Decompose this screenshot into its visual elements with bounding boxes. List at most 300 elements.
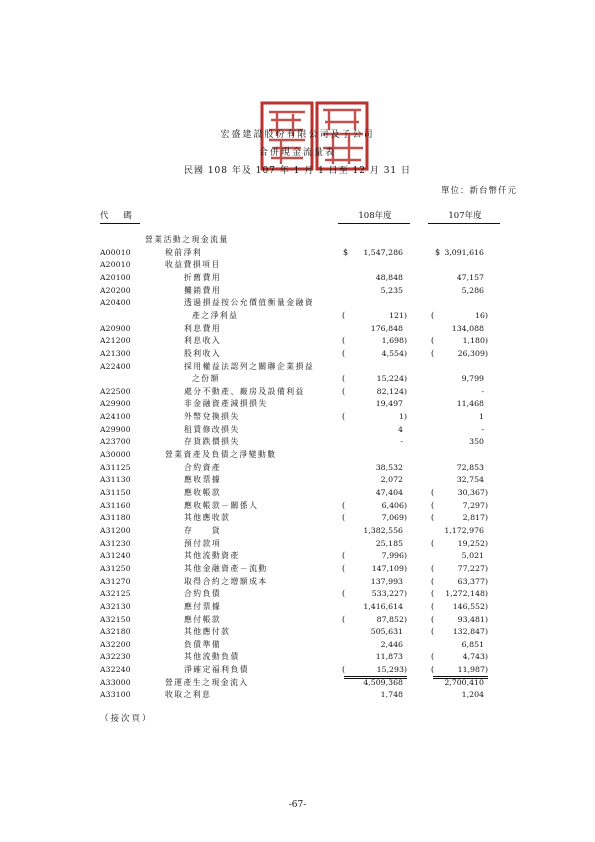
row-code: A21300 xyxy=(100,348,131,358)
row-code: A31160 xyxy=(100,500,131,510)
row-code: A22500 xyxy=(100,386,131,396)
row-code: A30000 xyxy=(100,450,131,460)
table-row xyxy=(0,335,595,347)
row-description: 稅前淨利 xyxy=(165,247,203,257)
value-2018 xyxy=(458,348,488,360)
open-paren-2019: ( xyxy=(342,310,346,320)
table-row xyxy=(0,297,595,309)
row-code: A29900 xyxy=(100,399,131,409)
open-paren-2018: ( xyxy=(431,665,435,675)
table-row xyxy=(0,500,595,512)
close-paren-2018: ) xyxy=(484,589,488,599)
value-2018 xyxy=(444,525,484,537)
close-paren-2019: ) xyxy=(403,513,407,523)
value-2018-text: 7,297 xyxy=(462,500,485,510)
value-2018-text: 63,377 xyxy=(457,576,485,586)
close-paren-2019: ) xyxy=(403,412,407,422)
table-row xyxy=(0,424,595,436)
value-2019-text: 2,446 xyxy=(380,639,403,649)
value-2019-text: 25,185 xyxy=(375,538,403,548)
value-2018-text: 11,468 xyxy=(456,399,484,409)
close-paren-2018: ) xyxy=(484,563,488,573)
table-row xyxy=(0,689,595,701)
row-description: 其他流動資產 xyxy=(184,551,240,561)
value-2019-text: 48,848 xyxy=(375,272,403,282)
row-code: A31150 xyxy=(100,488,131,497)
open-paren-2019: ( xyxy=(342,336,346,346)
row-code: A33000 xyxy=(100,677,131,687)
open-paren-2018: ( xyxy=(431,500,435,510)
row-description: 產之淨利益 xyxy=(192,310,239,320)
value-2019 xyxy=(372,563,407,575)
row-code: A21200 xyxy=(100,336,131,346)
value-2019 xyxy=(398,424,403,436)
close-paren-2018: ) xyxy=(484,348,488,358)
close-paren-2018: ) xyxy=(484,513,488,523)
row-code: A32125 xyxy=(100,589,131,599)
close-paren-2018: ) xyxy=(484,488,488,497)
table-row xyxy=(0,386,595,398)
code-header-rule xyxy=(100,223,140,224)
table-row xyxy=(0,285,595,297)
row-description: 利息收入 xyxy=(184,336,222,346)
value-2019-text: 176,848 xyxy=(370,323,403,333)
open-paren-2018: ( xyxy=(431,652,435,662)
row-description: 其他應付款 xyxy=(184,627,231,637)
row-code: A31240 xyxy=(100,551,131,561)
row-description: 存貨跌價損失 xyxy=(184,437,240,447)
row-description: 透過損益按公允價值衡量金融資 xyxy=(184,298,315,308)
value-2018 xyxy=(481,424,484,436)
value-2018-text: 1,204 xyxy=(461,690,484,700)
value-2018-text: 6,851 xyxy=(461,639,484,649)
table-row xyxy=(0,550,595,562)
value-2018-text: 2,817 xyxy=(462,513,485,523)
open-paren-2019: ( xyxy=(342,563,346,573)
table-row xyxy=(0,538,595,550)
row-description: 負債準備 xyxy=(184,639,222,649)
value-2019 xyxy=(381,474,403,486)
row-description: 折舊費用 xyxy=(184,272,222,282)
table-row xyxy=(0,563,595,575)
value-2019-text: 1,547,286 xyxy=(363,247,403,257)
value-2018 xyxy=(445,588,488,600)
continued-note: （接次頁） xyxy=(100,714,153,724)
value-2018 xyxy=(462,373,484,385)
close-paren-2019: ) xyxy=(403,310,407,320)
table-row xyxy=(0,474,595,486)
table-row xyxy=(0,626,595,638)
open-paren-2018: ( xyxy=(431,563,435,573)
value-2019 xyxy=(376,462,403,474)
close-paren-2019: ) xyxy=(403,336,407,346)
close-paren-2018: ) xyxy=(484,500,488,510)
close-paren-2019: ) xyxy=(403,374,407,384)
row-code: A20010 xyxy=(100,260,131,270)
row-description: 其他應收款 xyxy=(184,513,231,523)
close-paren-2018: ) xyxy=(484,538,488,548)
table-row xyxy=(0,588,595,600)
table-row xyxy=(0,487,595,499)
close-paren-2019: ) xyxy=(403,589,407,599)
row-code: A31125 xyxy=(100,462,131,472)
value-2019-text: 11,873 xyxy=(375,652,403,662)
value-2019-text: 15,293 xyxy=(376,665,404,675)
open-paren-2018: ( xyxy=(431,513,435,523)
value-2019-text: 147,109 xyxy=(371,563,404,573)
value-2018-text: 32,754 xyxy=(456,475,484,485)
value-2018-text: 16 xyxy=(475,310,485,320)
value-2019 xyxy=(382,550,407,562)
value-2019-text: 1,382,556 xyxy=(363,525,403,535)
value-2018 xyxy=(463,512,488,524)
value-2018 xyxy=(457,462,484,474)
row-description: 合約負債 xyxy=(184,589,222,599)
value-2018 xyxy=(453,601,488,613)
value-2018-text: 9,799 xyxy=(461,374,484,384)
value-2018-text: 19,252 xyxy=(457,538,485,548)
row-description: 股利收入 xyxy=(184,348,222,358)
value-2019 xyxy=(400,436,403,448)
value-2019 xyxy=(382,500,407,512)
row-description: 收取之利息 xyxy=(165,690,212,700)
row-code: A31230 xyxy=(100,538,131,548)
value-2018-text: 132,847 xyxy=(452,627,485,637)
table-row xyxy=(0,436,595,448)
row-description: 之份額 xyxy=(192,374,220,384)
value-2019-text: 87,852 xyxy=(376,614,404,624)
row-description: 存 貨 xyxy=(184,525,222,535)
value-2018 xyxy=(452,323,484,335)
year-2018-header: 107年度 xyxy=(448,211,482,221)
close-paren-2018: ) xyxy=(484,576,488,586)
value-2019 xyxy=(363,601,403,613)
row-description: 應收票據 xyxy=(184,475,222,485)
close-paren-2019: ) xyxy=(403,614,407,624)
close-paren-2018: ) xyxy=(484,310,488,320)
row-description: 應付帳款 xyxy=(184,614,222,624)
row-description: 攤銷費用 xyxy=(184,285,222,295)
close-paren-2018: ) xyxy=(484,601,488,611)
open-paren-2018: ( xyxy=(431,601,435,611)
table-row xyxy=(0,323,595,335)
value-2019-text: 5,235 xyxy=(380,285,403,295)
table-row xyxy=(0,576,595,588)
row-description: 採用權益法認列之關聯企業損益 xyxy=(184,361,315,371)
table-row xyxy=(0,361,595,373)
row-code: A20900 xyxy=(100,323,131,333)
value-2019-text: 15,224 xyxy=(376,374,404,384)
row-description: 利息費用 xyxy=(184,323,222,333)
value-2019-text: 2,072 xyxy=(380,475,403,485)
page-number: -67- xyxy=(288,800,307,810)
value-2018 xyxy=(444,677,484,689)
value-2018-text: 26,309 xyxy=(457,348,485,358)
row-code: A31180 xyxy=(100,513,131,523)
value-2019 xyxy=(371,576,403,588)
close-paren-2019: ) xyxy=(403,500,407,510)
close-paren-2018: ) xyxy=(484,652,488,662)
table-row xyxy=(0,259,595,271)
close-paren-2018: ) xyxy=(484,336,488,346)
row-code: A32240 xyxy=(100,665,131,675)
open-paren-2019: ( xyxy=(342,513,346,523)
row-code: A20100 xyxy=(100,272,131,282)
year-2019-header-rule xyxy=(338,223,410,224)
table-row xyxy=(0,234,595,246)
open-paren-2019: ( xyxy=(342,348,346,358)
value-2019 xyxy=(363,525,403,537)
value-2019 xyxy=(363,247,403,259)
value-2019 xyxy=(381,689,403,701)
value-2018-text: 350 xyxy=(469,437,484,447)
table-row xyxy=(0,247,595,259)
value-2018-text: 72,853 xyxy=(456,462,484,472)
open-paren-2019: ( xyxy=(342,386,346,396)
open-paren-2018: ( xyxy=(431,336,435,346)
value-2018-text: 2,700,410 xyxy=(444,677,484,687)
row-description: 處分不動產、廠房及設備利益 xyxy=(184,386,305,396)
value-2019-text: 505,631 xyxy=(370,627,403,637)
row-description: 應收帳款 xyxy=(184,488,222,497)
row-code: A32180 xyxy=(100,627,131,637)
value-2018-text: 146,552 xyxy=(452,601,485,611)
value-2018 xyxy=(481,386,484,398)
value-2018-text: 47,157 xyxy=(456,272,484,282)
value-2018-text: 4,743 xyxy=(462,652,485,662)
row-description: 預付款項 xyxy=(184,538,222,548)
value-2019 xyxy=(381,285,403,297)
open-paren-2018: ( xyxy=(431,538,435,548)
row-code: A22400 xyxy=(100,361,131,371)
open-paren-2018: ( xyxy=(431,576,435,586)
year-2019-header: 108年度 xyxy=(358,211,392,221)
value-2018-text: 3,091,616 xyxy=(444,247,484,257)
close-paren-2018: ) xyxy=(484,614,488,624)
row-description: 取得合約之增額成本 xyxy=(184,576,268,586)
value-2018-text: 1 xyxy=(479,412,484,422)
value-2018 xyxy=(458,487,488,499)
open-paren-2018: ( xyxy=(431,310,435,320)
value-2019-text: 38,532 xyxy=(375,462,403,472)
open-paren-2019: ( xyxy=(342,500,346,510)
row-code: A33100 xyxy=(100,690,131,700)
row-description: 營業資產及負債之淨變動數 xyxy=(165,450,277,460)
row-code: A32150 xyxy=(100,614,131,624)
value-2018 xyxy=(463,335,488,347)
value-2018 xyxy=(469,436,484,448)
value-2018-text: 77,227 xyxy=(457,563,485,573)
table-row xyxy=(0,310,595,322)
value-2018-text: 5,021 xyxy=(461,551,484,561)
year-2018-header-rule xyxy=(428,223,500,224)
table-row xyxy=(0,462,595,474)
value-2019 xyxy=(377,373,407,385)
open-paren-2018: ( xyxy=(431,627,435,637)
table-row xyxy=(0,525,595,537)
value-2018 xyxy=(458,576,488,588)
row-description: 非金融資產減損損失 xyxy=(184,399,268,409)
table-row xyxy=(0,664,595,676)
row-description: 應收帳款－關係人 xyxy=(184,500,259,510)
value-2018 xyxy=(479,411,484,423)
open-paren-2019: ( xyxy=(342,665,346,675)
value-2019 xyxy=(371,323,403,335)
row-code: A23700 xyxy=(100,437,131,447)
close-paren-2018: ) xyxy=(484,665,488,675)
row-description: 外幣兌換損失 xyxy=(184,412,240,422)
value-2018-text: 30,367 xyxy=(457,488,485,497)
row-code: A32230 xyxy=(100,652,131,662)
value-2019 xyxy=(377,614,407,626)
row-description: 合約資產 xyxy=(184,462,222,472)
row-code: A20400 xyxy=(100,298,131,308)
value-2018 xyxy=(457,474,484,486)
value-2019 xyxy=(363,677,403,689)
value-2018 xyxy=(453,626,488,638)
row-description: 淨確定福利負債 xyxy=(184,665,250,675)
value-2018-text: 1,180 xyxy=(462,336,485,346)
open-paren-2018: ( xyxy=(431,614,435,624)
value-2019-text: 4,509,368 xyxy=(363,677,403,687)
table-row xyxy=(0,601,595,613)
value-2018 xyxy=(462,285,484,297)
table-row xyxy=(0,348,595,360)
value-2019-text: 82,124 xyxy=(376,386,404,396)
company-name: 宏盛建設股份有限公司及子公司 xyxy=(220,130,375,140)
row-code: A32130 xyxy=(100,601,131,611)
value-2019 xyxy=(376,651,403,663)
value-2018-text: - xyxy=(481,424,484,434)
value-2018 xyxy=(463,500,488,512)
open-paren-2018: ( xyxy=(431,348,435,358)
table-row xyxy=(0,651,595,663)
value-2018 xyxy=(458,614,488,626)
row-description: 其他金融資產－流動 xyxy=(184,563,268,573)
value-2018 xyxy=(462,689,484,701)
value-2019-text: 6,406 xyxy=(381,500,404,510)
value-2019-text: 4,554 xyxy=(381,348,404,358)
value-2019-text: 7,996 xyxy=(381,551,404,561)
value-2018 xyxy=(444,247,484,259)
value-2019-text: 121 xyxy=(389,310,404,320)
value-2019 xyxy=(377,386,407,398)
table-row xyxy=(0,398,595,410)
value-2018 xyxy=(458,538,488,550)
row-description: 營運產生之現金流入 xyxy=(165,677,249,687)
row-description: 應付票據 xyxy=(184,601,222,611)
value-2018 xyxy=(462,639,484,651)
row-description: 收益費損項目 xyxy=(165,260,221,270)
value-2019-text: 1,698 xyxy=(381,336,404,346)
statement-period: 民國 108 年及 107 年 1 月 1 日至 12 月 31 日 xyxy=(183,166,412,176)
value-2019 xyxy=(376,398,403,410)
table-row xyxy=(0,512,595,524)
value-2019-text: 533,227 xyxy=(371,589,404,599)
value-2019-text: - xyxy=(400,437,403,447)
table-row xyxy=(0,373,595,385)
value-2019-text: 7,069 xyxy=(381,513,404,523)
value-2018-text: 1,172,976 xyxy=(444,525,484,535)
open-paren-2019: ( xyxy=(342,614,346,624)
row-code: A29900 xyxy=(100,424,131,434)
row-code: A00010 xyxy=(100,247,131,257)
table-row xyxy=(0,614,595,626)
row-code: A31200 xyxy=(100,525,131,535)
table-row xyxy=(0,272,595,284)
value-2019 xyxy=(382,335,407,347)
table-row xyxy=(0,639,595,651)
value-2019-text: 1,416,614 xyxy=(363,601,403,611)
statement-title: 合併現金流量表 xyxy=(258,148,336,158)
value-2019-text: 19,497 xyxy=(375,399,403,409)
row-code: A32200 xyxy=(100,639,131,649)
row-code: A20200 xyxy=(100,285,131,295)
close-paren-2019: ) xyxy=(403,665,407,675)
value-2019 xyxy=(376,538,403,550)
currency-unit: 單位：新台幣仟元 xyxy=(440,186,517,196)
table-row xyxy=(0,677,595,689)
row-description: 其他流動負債 xyxy=(184,652,240,662)
value-2019 xyxy=(381,639,403,651)
value-2018 xyxy=(457,272,484,284)
value-2018-text: 1,272,148 xyxy=(445,589,485,599)
value-2018-text: 11,987 xyxy=(457,665,485,675)
value-2019 xyxy=(399,411,407,423)
open-paren-2019: ( xyxy=(342,589,346,599)
close-paren-2019: ) xyxy=(403,348,407,358)
close-paren-2019: ) xyxy=(403,563,407,573)
open-paren-2018: ( xyxy=(431,589,435,599)
value-2019 xyxy=(371,626,403,638)
currency-symbol-2019: $ xyxy=(343,247,349,257)
value-2019 xyxy=(382,512,407,524)
currency-symbol-2018: $ xyxy=(435,247,441,257)
open-paren-2019: ( xyxy=(342,374,346,384)
open-paren-2019: ( xyxy=(342,551,346,561)
value-2019-text: 1 xyxy=(398,412,404,422)
value-2019 xyxy=(382,348,407,360)
value-2018-text: 5,286 xyxy=(461,285,484,295)
value-2018 xyxy=(475,310,488,322)
value-2019-text: 137,993 xyxy=(370,576,403,586)
value-2018 xyxy=(458,563,488,575)
row-code: A31130 xyxy=(100,475,131,485)
value-2019-text: 1,748 xyxy=(380,690,403,700)
value-2018 xyxy=(463,651,488,663)
value-2018 xyxy=(457,398,484,410)
value-2019-text: 4 xyxy=(398,424,403,434)
value-2019 xyxy=(376,487,403,499)
value-2019 xyxy=(376,272,403,284)
open-paren-2019: ( xyxy=(342,412,346,422)
table-row xyxy=(0,449,595,461)
row-description: 租賃修改損失 xyxy=(184,424,240,434)
row-code: A31250 xyxy=(100,563,131,573)
value-2019 xyxy=(389,310,407,322)
value-2019-text: 47,404 xyxy=(375,488,403,497)
table-row xyxy=(0,411,595,423)
code-column-header: 代 碼 xyxy=(100,211,138,221)
open-paren-2018: ( xyxy=(431,488,435,497)
value-2019 xyxy=(372,588,407,600)
value-2018-text: 134,088 xyxy=(451,323,484,333)
row-description: 營業活動之現金流量 xyxy=(145,235,229,244)
row-code: A24100 xyxy=(100,412,131,422)
value-2018-text: - xyxy=(481,386,484,396)
value-2018-text: 93,481 xyxy=(457,614,485,624)
close-paren-2019: ) xyxy=(403,386,407,396)
